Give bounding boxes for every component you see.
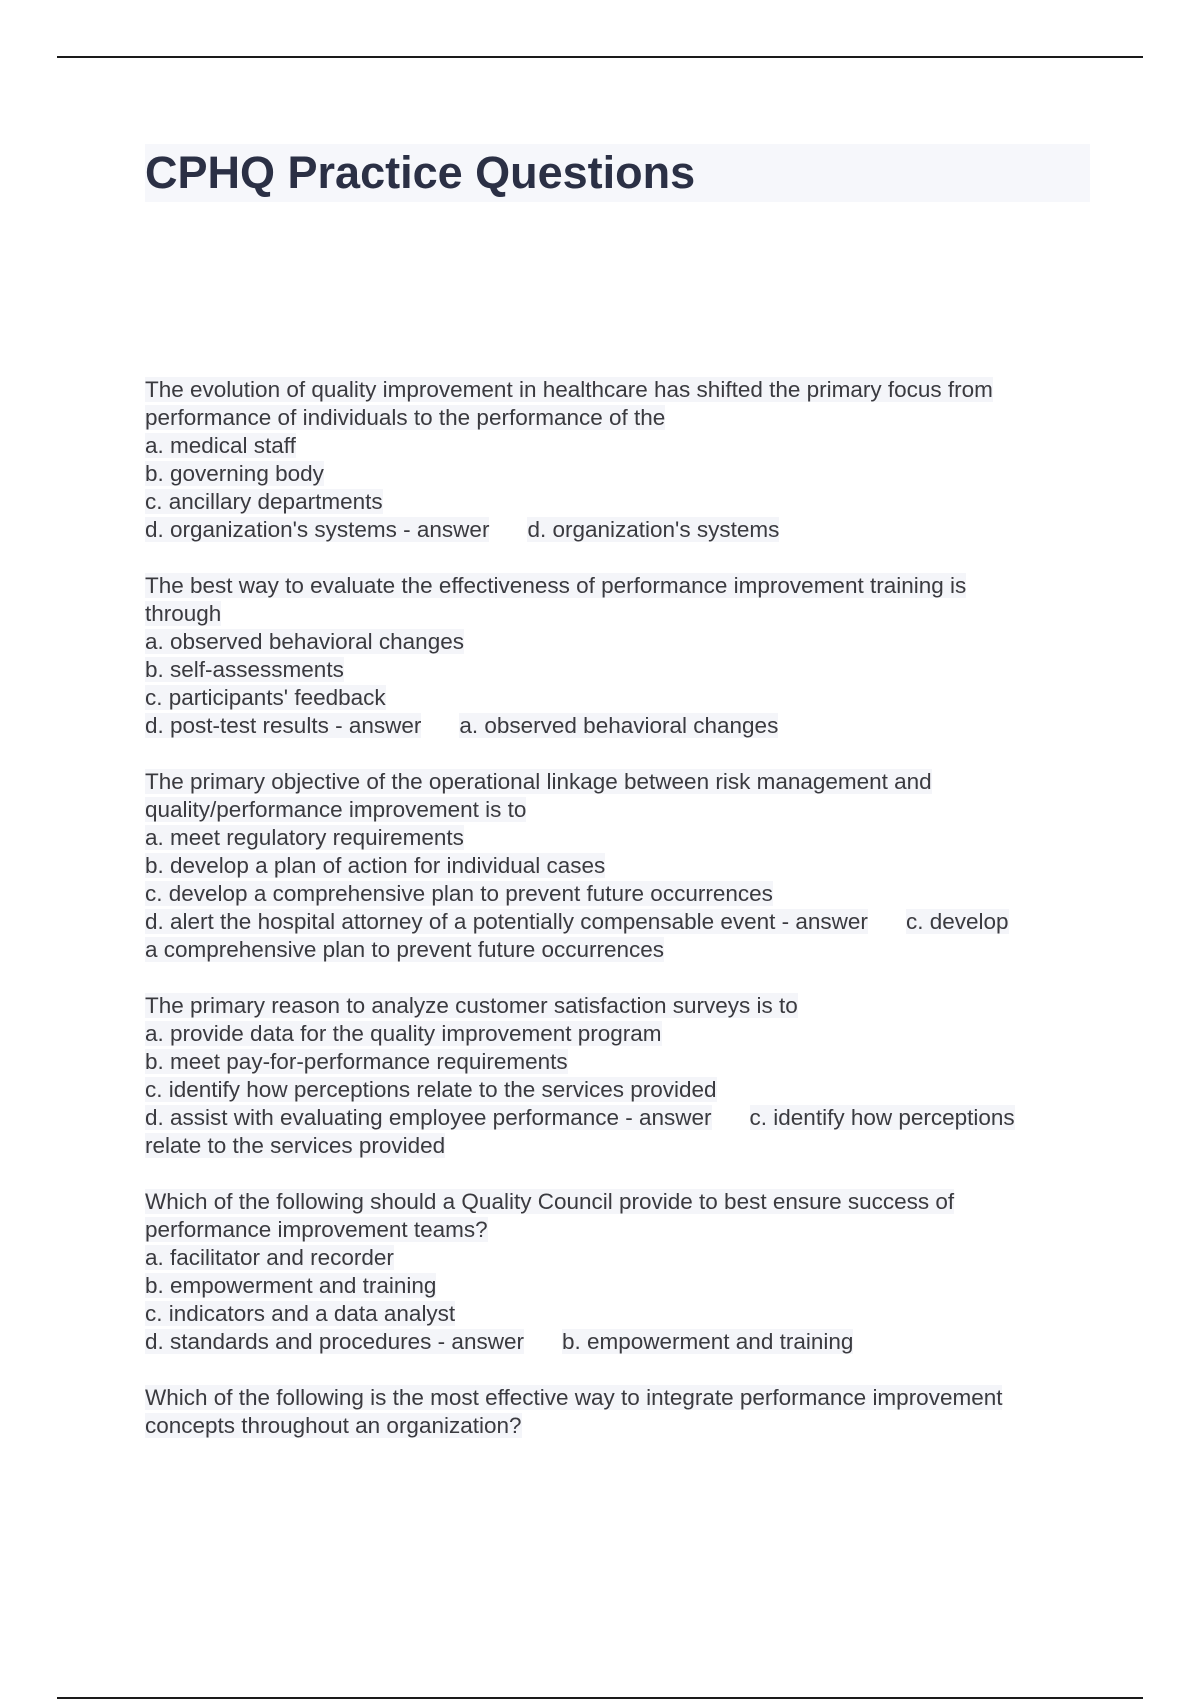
answer-text: c. develop: [905, 909, 1009, 934]
question-2: [145, 572, 1090, 740]
option-b: b. empowerment and training: [145, 1273, 437, 1298]
bottom-rule: [57, 1697, 1143, 1699]
option-c: c. ancillary departments: [145, 489, 383, 514]
option-a: a. facilitator and recorder: [145, 1245, 394, 1270]
answer-text: c. identify how perceptions: [749, 1105, 1015, 1130]
question-stem-line: The primary objective of the operational linkage between risk management and: [145, 769, 932, 794]
question-stem-line: Which of the following should a Quality Council provide to best ensure success of: [145, 1189, 955, 1214]
option-a: a. observed behavioral changes: [145, 629, 464, 654]
answer-continuation: relate to the services provided: [145, 1133, 446, 1158]
document-body: [145, 144, 1090, 1468]
option-a: a. meet regulatory requirements: [145, 825, 464, 850]
option-b: b. self-assessments: [145, 657, 344, 682]
question-stem-line: The evolution of quality improvement in healthcare has shifted the primary focus from: [145, 377, 993, 402]
top-rule: [57, 56, 1143, 58]
question-1: [145, 376, 1090, 544]
question-stem-line: Which of the following is the most effective way to integrate performance improvement: [145, 1385, 1003, 1410]
question-stem-line: performance improvement teams?: [145, 1217, 488, 1242]
option-b: b. governing body: [145, 461, 324, 486]
question-stem-line: The best way to evaluate the effectiveness of performance improvement training is: [145, 573, 967, 598]
option-d-answer-label: d. alert the hospital attorney of a potentially compensable event - answer: [145, 909, 868, 934]
option-d-answer-label: d. standards and procedures - answer: [145, 1329, 524, 1354]
option-c: c. develop a comprehensive plan to prevent future occurrences: [145, 881, 773, 906]
question-stem-line: concepts throughout an organization?: [145, 1413, 522, 1438]
question-3: [145, 768, 1090, 964]
question-stem-line: The primary reason to analyze customer satisfaction surveys is to: [145, 993, 798, 1018]
option-b: b. develop a plan of action for individual cases: [145, 853, 606, 878]
option-a: a. provide data for the quality improvement program: [145, 1021, 662, 1046]
answer-text: b. empowerment and training: [561, 1329, 854, 1354]
page-title: CPHQ Practice Questions: [145, 147, 696, 198]
option-a: a. medical staff: [145, 433, 296, 458]
question-stem-line: performance of individuals to the performance of the: [145, 405, 666, 430]
answer-continuation: a comprehensive plan to prevent future occurrences: [145, 937, 665, 962]
question-stem-line: quality/performance improvement is to: [145, 797, 527, 822]
option-c: c. identify how perceptions relate to the services provided: [145, 1077, 717, 1102]
option-d-answer-label: d. organization's systems - answer: [145, 517, 490, 542]
question-4: [145, 992, 1090, 1160]
answer-text: d. organization's systems: [527, 517, 780, 542]
question-list: [145, 376, 1090, 1440]
answer-text: a. observed behavioral changes: [459, 713, 779, 738]
title-block: [145, 144, 1090, 202]
option-c: c. indicators and a data analyst: [145, 1301, 456, 1326]
option-d-answer-label: d. assist with evaluating employee performance - answer: [145, 1105, 712, 1130]
question-stem-line: through: [145, 601, 222, 626]
option-b: b. meet pay-for-performance requirements: [145, 1049, 568, 1074]
question-5: [145, 1188, 1090, 1356]
option-c: c. participants' feedback: [145, 685, 386, 710]
option-d-answer-label: d. post-test results - answer: [145, 713, 422, 738]
question-6: [145, 1384, 1090, 1440]
